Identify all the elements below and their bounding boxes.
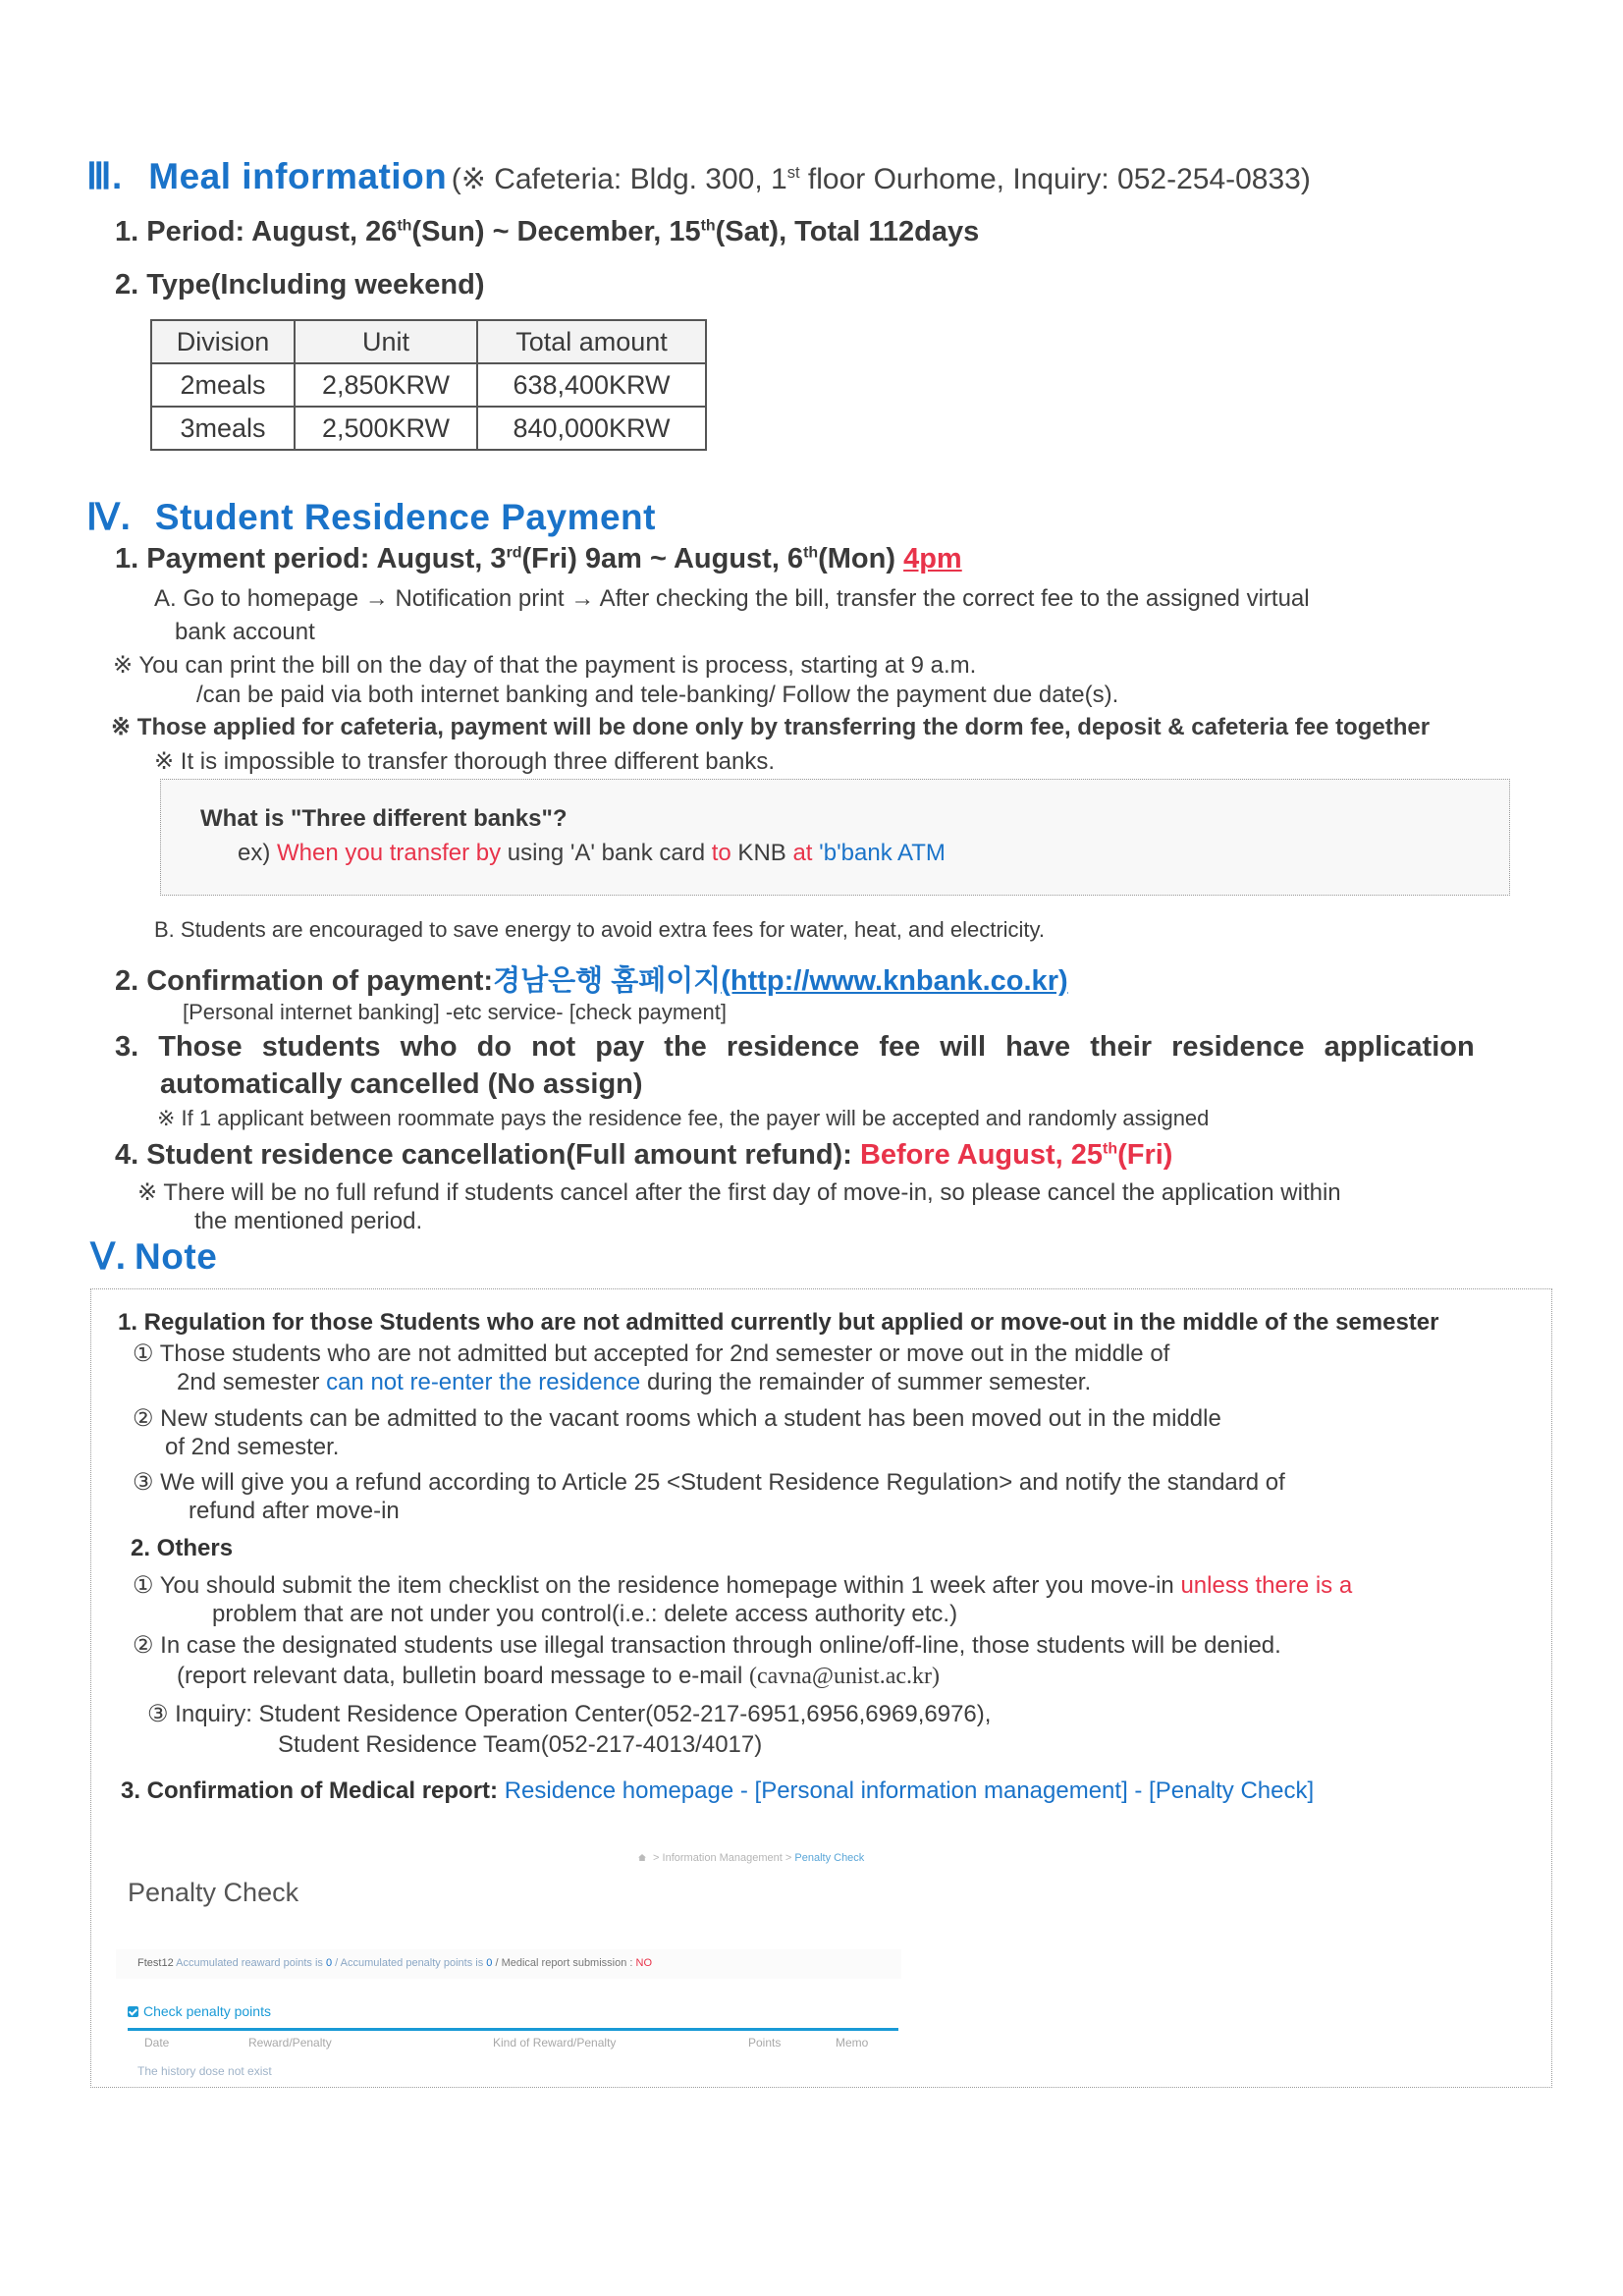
example-title: What is "Three different banks"? [200,805,568,832]
table-header-cell: Unit [295,320,477,363]
penalty-check-title: Penalty Check [128,1878,299,1907]
refund-note-line2: the mentioned period. [194,1208,423,1234]
payment-confirmation: 2. Confirmation of payment:경남은행 홈페이지(http://www.knbank.co.kr) [115,965,1068,997]
table-cell: 638,400KRW [477,363,706,407]
section-4-heading [86,496,656,538]
section-5-heading [90,1235,217,1278]
meal-type: 2. Type(Including weekend) [115,269,485,301]
cancellation-refund: 4. Student residence cancellation(Full amount refund): Before August, 25th(Fri) [115,1139,1173,1171]
others-item-2-line1: ② In case the designated students use illegal transaction through online/off-line, those students will be denied. [133,1632,1281,1659]
medical-report-confirmation: 3. Confirmation of Medical report: Residence homepage - [Personal information management] - [Penalty Check] [121,1777,1315,1804]
payment-confirmation-path: [Personal internet banking] -etc service- [check payment] [183,1000,727,1024]
section-4-numeral: Ⅳ. [86,497,132,537]
regulation-item-3-line2: refund after move-in [189,1498,400,1524]
bank-homepage-link[interactable]: (http://www.knbank.co.kr) [721,965,1068,997]
unpaid-cancel-line2: automatically cancelled (No assign) [160,1068,643,1100]
cafeteria-payment-warning: ※ Those applied for cafeteria, payment will be done only by transferring the dorm fee, deposit & cafeteria fee together [111,714,1431,740]
others-item-3-line2: Student Residence Team(052-217-4013/4017) [278,1731,763,1758]
cafeteria-note: (※ Cafeteria: Bldg. 300, 1 [451,163,787,195]
table-header-cell: Division [151,320,295,363]
three-banks-note: ※ It is impossible to transfer thorough three different banks. [154,748,775,775]
meal-table [150,319,707,451]
step-a-line2: bank account [175,619,315,645]
contact-email: (cavna@unist.ac.kr) [748,1664,940,1689]
regulation-item-1-line2: 2nd semester can not re-enter the residence during the remainder of summer semester. [177,1369,1092,1395]
table-cell: 840,000KRW [477,407,706,450]
table-row [151,363,706,407]
unpaid-cancel-line1: 3. Those students who do not pay the residence fee will have their residence application [115,1031,1475,1063]
section-4-title: Student Residence Payment [154,497,656,537]
deadline-time: 4pm [903,543,962,574]
breadcrumb: > Information Management > Penalty Check [638,1852,864,1864]
medical-status-value: NO [635,1957,653,1969]
table-header-cell: Total amount [477,320,706,363]
regulation-item-3-line1: ③ We will give you a refund according to Article 25 <Student Residence Regulation> and notify the standard of [133,1469,1285,1496]
print-bill-note: ※ You can print the bill on the day of that the payment is process, starting at 9 a.m. [113,652,977,679]
others-title: 2. Others [131,1535,234,1561]
regulation-title: 1. Regulation for those Students who are not admitted currently but applied or move-out in the middle of the semester [118,1309,1439,1336]
step-a-line1: A. Go to homepage → Notification print → After checking the bill, transfer the correct fee to the assigned virtual [154,585,1310,612]
table-cell: 2,500KRW [295,407,477,450]
reward-points-value: 0 [326,1957,333,1969]
column-header-reward-penalty: Reward/Penalty [248,2036,332,2050]
table-cell: 2,850KRW [295,363,477,407]
empty-history-message: The history dose not exist [137,2064,272,2078]
example-text: ex) When you transfer by using 'A' bank card to KNB at 'b'bank ATM [238,840,946,866]
section-3-title: Meal information [148,156,448,196]
regulation-item-2-line2: of 2nd semester. [165,1434,340,1460]
table-row [151,407,706,450]
section-5-numeral: Ⅴ. [90,1236,127,1277]
table-cell: 3meals [151,407,295,450]
section-5-title: Note [135,1236,218,1277]
three-banks-example-box [160,779,1510,896]
refund-deadline: Before August, 25th(Fri) [859,1139,1173,1171]
regulation-item-1-line1: ① Those students who are not admitted but accepted for 2nd semester or move out in the middle of [133,1340,1170,1367]
penalty-points-value: 0 [486,1957,493,1969]
step-b: B. Students are encouraged to save energy to avoid extra fees for water, heat, and electricity. [154,917,1046,942]
checkbox-icon [128,2006,138,2017]
others-item-2-line2: (report relevant data, bulletin board message to e-mail (cavna@unist.ac.kr) [177,1663,940,1689]
home-icon [638,1854,646,1861]
medical-report-path: Residence homepage - [Personal information management] - [Penalty Check] [504,1777,1315,1804]
bank-homepage-korean: 경남은행 홈페이지 [493,965,722,997]
table-header-row [151,320,706,363]
column-header-memo: Memo [836,2036,869,2050]
refund-note-line1: ※ There will be no full refund if students cancel after the first day of move-in, so please cancel the application within [137,1179,1341,1206]
section-3-numeral: Ⅲ. [86,156,123,196]
payment-period: 1. Payment period: August, 3rd(Fri) 9am ~ August, 6th(Mon) 4pm [115,543,962,574]
column-header-date: Date [144,2036,170,2050]
section-3-heading: Ⅲ. Meal information (※ Cafeteria: Bldg. 300, 1st floor Ourhome, Inquiry: 052-254-0833) [86,156,1311,196]
column-header-kind: Kind of Reward/Penalty [493,2036,617,2050]
others-item-3-line1: ③ Inquiry: Student Residence Operation Center(052-217-6951,6956,6969,6976), [147,1701,992,1727]
penalty-summary: Ftest12 Accumulated reaward points is 0 / Accumulated penalty points is 0 / Medical report submission : NO [137,1957,653,1969]
table-cell: 2meals [151,363,295,407]
column-header-points: Points [748,2036,782,2050]
section-divider [128,2028,898,2031]
payment-methods-note: /can be paid via both internet banking and tele-banking/ Follow the payment due date(s). [196,682,1119,708]
roommate-note: ※ If 1 applicant between roommate pays the residence fee, the payer will be accepted and randomly assigned [157,1106,1210,1130]
others-item-1-line2: problem that are not under you control(i.e.: delete access authority etc.) [212,1601,958,1627]
meal-period: 1. Period: August, 26th(Sun) ~ December, 15th(Sat), Total 112days [115,216,980,247]
others-item-1-line1: ① You should submit the item checklist on the residence homepage within 1 week after you move-in unless there is a [133,1572,1353,1599]
regulation-item-2-line1: ② New students can be admitted to the vacant rooms which a student has been moved out in the middle [133,1405,1221,1432]
check-penalty-points-section: Check penalty points [128,2003,271,2019]
